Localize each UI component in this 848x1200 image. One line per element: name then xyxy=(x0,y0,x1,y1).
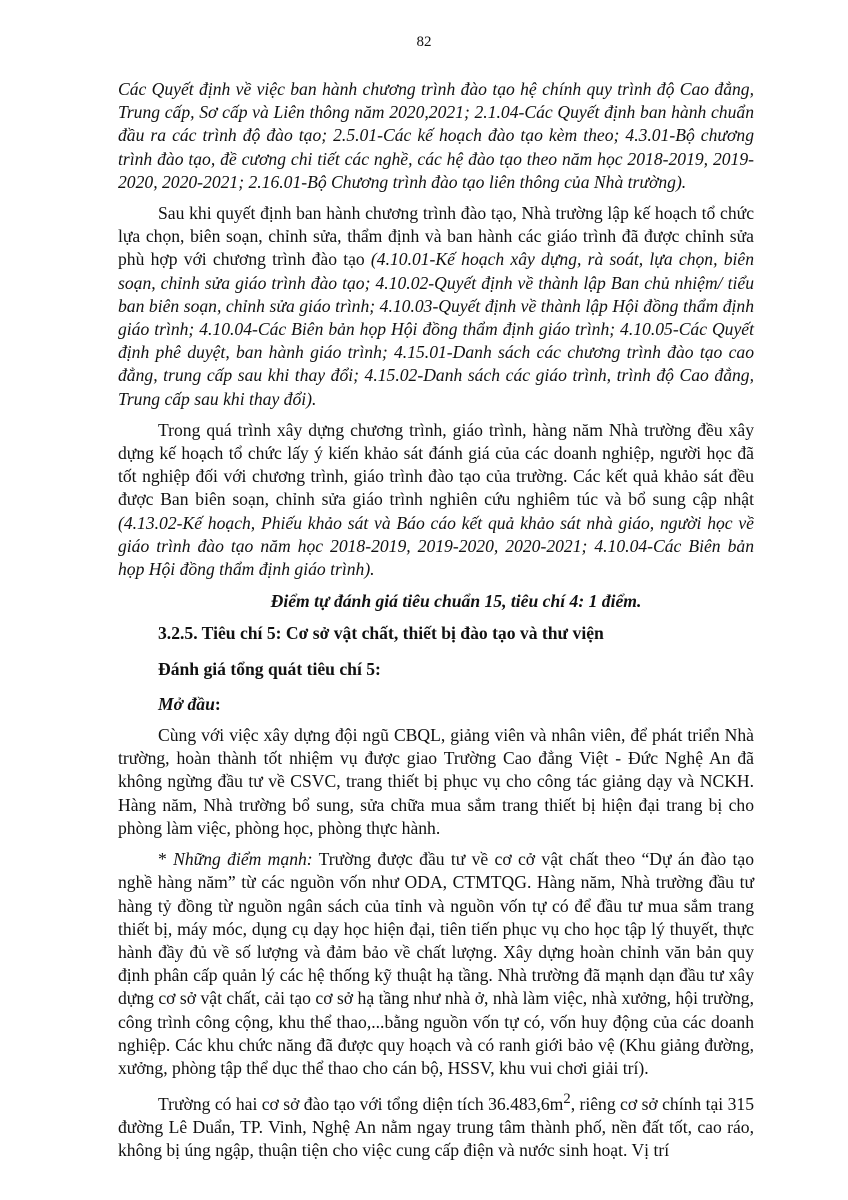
survey-evidence-text: (4.13.02-Kế hoạch, Phiếu khảo sát và Báo cáo kết quả khảo sát nhà giáo, người học về giáo trình đào tạo năm học 2018-2019, 2019-2020, 2020-2021; 4.10.04-Các Biên bản họp Hội đồng thẩm định giáo trình). xyxy=(118,512,754,580)
introduction-colon: : xyxy=(214,693,221,714)
survey-paragraph xyxy=(118,419,754,581)
textbook-evidence-text: (4.10.01-Kế hoạch xây dựng, rà soát, lựa chọn, biên soạn, chỉnh sửa giáo trình đào tạo; 4.10.02-Quyết định về thành lập Ban chủ nhiệm/ tiểu ban biên soạn, chỉnh sửa giáo trình; 4.10.03-Quyết định về thành lập Hội đồng thẩm định giáo trình; 4.10.04-Các Biên bản họp Hội đồng thẩm định giáo trình; 4.10.05-Các Quyết định phê duyệt, ban hành giáo trình; 4.15.01-Danh sách các chương trình đào tạo cao đẳng, trung cấp sau khi thay đổi; 4.15.02-Danh sách các giáo trình, trình độ Cao đẳng, Trung cấp sau khi thay đổi). xyxy=(118,249,754,409)
campus-paragraph xyxy=(118,1088,754,1162)
evidence-list-text: Các Quyết định về việc ban hành chương trình đào tạo hệ chính quy trình độ Cao đẳng, Trung cấp, Sơ cấp và Liên thông năm 2020,2021; 2.1.04-Các Quyết định ban hành chuẩn đầu ra các trình độ đào tạo; 2.5.01-Các kế hoạch đào tạo kèm theo; 4.3.01-Bộ chương trình đào tạo, đề cương chi tiết các nghề, các hệ đào tạo theo năm học 2018-2019, 2019-2020, 2020-2021; 2.16.01-Bộ Chương trình đào tạo liên thông của Nhà trường). xyxy=(118,79,754,192)
textbook-paragraph xyxy=(118,202,754,411)
section-heading: 3.2.5. Tiêu chí 5: Cơ sở vật chất, thiết bị đào tạo và thư viện xyxy=(158,623,604,644)
strengths-text: Trường được đầu tư về cơ cở vật chất theo “Dự án đào tạo nghề hàng năm” từ các nguồn vốn như ODA, CTMTQG. Hàng năm, Nhà trường đầu tư hàng tỷ đồng từ nguồn ngân sách của tỉnh và nguồn vốn tự có để đầu tư mua sắm trang thiết bị, máy móc, dụng cụ dạy học hiện đại, tiên tiến phục vụ cho học tập lý thuyết, thực hành đầy đủ về số lượng và đảm bảo về chất lượng. Xây dựng hoàn chỉnh văn bản quy định phân cấp quản lý các hệ thống kỹ thuật hạ tầng. Nhà trường đã mạnh dạn đầu tư xây dựng cơ sở vật chất, cải tạo cơ sở hạ tầng như nhà ở, nhà làm việc, nhà xưởng, hội trường, công trình công cộng, khu thể thao,...bằng nguồn vốn tự có, vốn huy động của các doanh nghiệp. Các khu chức năng đã được quy hoạch và có ranh giới bảo vệ (Khu giảng đường, xưởng, phòng tập thể dục thể thao cho cán bộ, HSSV, khu vui chơi giải trí). xyxy=(118,849,754,1078)
introduction-heading xyxy=(118,693,754,716)
overall-assessment-heading: Đánh giá tổng quát tiêu chí 5: xyxy=(158,658,381,679)
campus-text-start: Trường có hai cơ sở đào tạo với tổng diện tích 36.483,6m xyxy=(158,1093,564,1114)
campus-text-end: , riêng cơ sở chính tại 315 đường Lê Duẩn, TP. Vinh, Nghệ An nằm ngay trung tâm thành phố, nền đất tốt, cao ráo, không bị úng ngập, thuận tiện cho việc cung cấp điện và nước sinh hoạt. Vị trí xyxy=(118,1093,754,1161)
self-assessment-score: Điểm tự đánh giá tiêu chuẩn 15, tiêu chí 4: 1 điểm. xyxy=(270,591,642,612)
survey-paragraph-text: Trong quá trình xây dựng chương trình, giáo trình, hàng năm Nhà trường đều xây dựng kế hoạch tổ chức lấy ý kiến khảo sát đánh giá của các doanh nghiệp, người học đã tốt nghiệp đối với chương trình, giáo trình đào tạo của trường. Các kết quả khảo sát đều được Ban biên soạn, chỉnh sửa giáo trình nghiên cứu nghiêm túc và bổ sung cập nhật xyxy=(118,419,754,510)
area-unit-superscript: 2 xyxy=(563,1091,571,1108)
page-number: 82 xyxy=(416,34,432,50)
textbook-paragraph-text: Sau khi quyết định ban hành chương trình đào tạo, Nhà trường lập kế hoạch tổ chức lựa chọn, biên soạn, chỉnh sửa, thẩm định và ban hành các giáo trình đã được chỉnh sửa phù hợp với chương trình đào tạo xyxy=(118,203,754,270)
strengths-paragraph xyxy=(118,848,754,1080)
introduction-label: Mở đầu xyxy=(158,693,215,714)
page-body xyxy=(118,78,754,1163)
introduction-paragraph: Cùng với việc xây dựng đội ngũ CBQL, giảng viên và nhân viên, để phát triển Nhà trường, hoàn thành tốt nhiệm vụ được giao Trường Cao đẳng Việt - Đức Nghệ An đã không ngừng đầu tư về CSVC, trang thiết bị phục vụ cho công tác giảng dạy và NCKH. Hàng năm, Nhà trường bổ sung, sửa chữa mua sắm trang thiết bị hiện đại trang bị cho phòng làm việc, phòng học, phòng thực hành. xyxy=(118,725,754,838)
evidence-paragraph xyxy=(118,78,754,194)
strengths-label: Những điểm mạnh: xyxy=(173,849,313,870)
strengths-bullet: * xyxy=(158,849,174,870)
